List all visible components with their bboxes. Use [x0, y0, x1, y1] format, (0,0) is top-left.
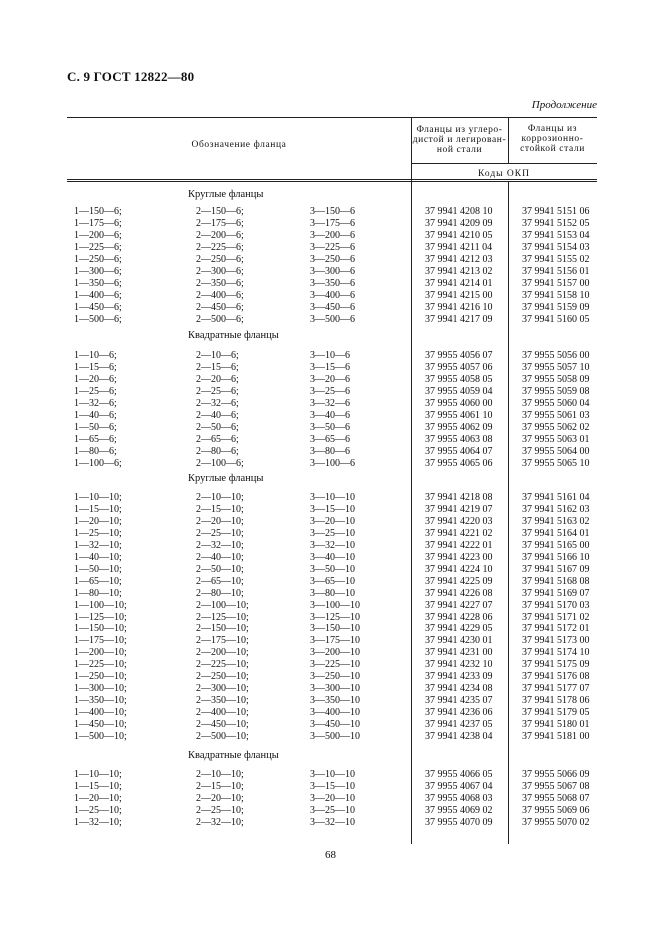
table-row: [67, 254, 597, 266]
okp-code-carbon: 37 9941 4229 05: [425, 623, 493, 635]
okp-code-stainless: 37 9941 5166 10: [522, 551, 590, 563]
designation-type2: 2—20—6;: [196, 373, 239, 385]
table-row: [67, 600, 597, 612]
designation-type2: 2—50—10;: [196, 563, 244, 575]
designation-type3: 3—10—10: [310, 492, 355, 503]
designation-type3: 3—300—10: [310, 683, 360, 695]
designation-type2: 2—32—10;: [196, 816, 244, 828]
okp-code-carbon: 37 9955 4063 08: [425, 433, 493, 445]
designation-type3: 3—200—6: [310, 229, 355, 241]
designation-type3: 3—400—10: [310, 707, 360, 719]
table-row: [67, 659, 597, 671]
col-stainless-line: Фланцы из: [527, 124, 578, 134]
okp-code-carbon: 37 9955 4060 00: [425, 397, 493, 409]
okp-code-carbon: 37 9941 4225 09: [425, 575, 493, 587]
designation-type3: 3—25—10: [310, 527, 355, 539]
designation-type1: 1—100—6;: [74, 457, 122, 469]
okp-code-carbon: 37 9941 4214 01: [425, 277, 493, 289]
designation-type1: 1—20—10;: [74, 792, 122, 804]
okp-code-stainless: 37 9941 5151 06: [522, 206, 590, 217]
table-row: [67, 588, 597, 600]
designation-type1: 1—125—10;: [74, 611, 127, 623]
okp-code-carbon: 37 9941 4228 06: [425, 611, 493, 623]
okp-code-stainless: 37 9955 5056 00: [522, 350, 590, 361]
designation-type2: 2—15—10;: [196, 503, 244, 515]
section-title: Круглые фланцы: [188, 473, 264, 484]
header-bottom-rule: [67, 179, 597, 182]
designation-type2: 2—350—6;: [196, 277, 244, 289]
okp-code-carbon: 37 9941 4227 07: [425, 599, 493, 611]
table-row: [67, 492, 597, 504]
table-row: [67, 552, 597, 564]
okp-code-stainless: 37 9955 5069 06: [522, 804, 590, 816]
designation-type2: 2—80—10;: [196, 587, 244, 599]
table-row: [67, 434, 597, 446]
designation-type3: 3—25—6: [310, 385, 350, 397]
designation-type1: 1—250—6;: [74, 253, 122, 265]
table-row: [67, 386, 597, 398]
okp-code-stainless: 37 9941 5168 08: [522, 575, 590, 587]
designation-type1: 1—450—6;: [74, 301, 122, 313]
designation-type2: 2—125—10;: [196, 611, 249, 623]
okp-code-carbon: 37 9941 4238 04: [425, 731, 493, 742]
designation-type1: 1—500—10;: [74, 731, 127, 742]
designation-type2: 2—400—10;: [196, 707, 249, 719]
designation-type3: 3—50—10: [310, 563, 355, 575]
table-row: [67, 707, 597, 719]
designation-type3: 3—350—6: [310, 277, 355, 289]
okp-code-stainless: 37 9941 5159 09: [522, 301, 590, 313]
okp-code-carbon: 37 9941 4212 03: [425, 253, 493, 265]
okp-code-carbon: 37 9955 4059 04: [425, 385, 493, 397]
okp-code-carbon: 37 9955 4057 06: [425, 361, 493, 373]
table-top-rule: [67, 117, 597, 118]
okp-code-stainless: 37 9941 5163 02: [522, 515, 590, 527]
okp-code-stainless: 37 9941 5152 05: [522, 218, 590, 229]
designation-type3: 3—80—10: [310, 587, 355, 599]
designation-type1: 1—250—10;: [74, 671, 127, 683]
designation-type2: 2—150—6;: [196, 206, 244, 217]
designation-type2: 2—150—10;: [196, 623, 249, 635]
okp-code-carbon: 37 9941 4208 10: [425, 206, 493, 217]
designation-type1: 1—350—6;: [74, 277, 122, 289]
designation-type1: 1—225—10;: [74, 659, 127, 671]
okp-code-stainless: 37 9941 5156 01: [522, 265, 590, 277]
designation-type2: 2—300—10;: [196, 683, 249, 695]
designation-type2: 2—65—10;: [196, 575, 244, 587]
okp-code-carbon: 37 9955 4067 04: [425, 781, 493, 792]
designation-type1: 1—300—10;: [74, 683, 127, 695]
designation-type2: 2—200—10;: [196, 647, 249, 659]
designation-type2: 2—350—10;: [196, 695, 249, 707]
designation-type3: 3—175—6: [310, 218, 355, 229]
designation-type3: 3—400—6: [310, 289, 355, 301]
okp-code-carbon: 37 9941 4217 09: [425, 313, 493, 325]
designation-type2: 2—250—10;: [196, 671, 249, 683]
table-row: [67, 230, 597, 242]
okp-code-carbon: 37 9941 4216 10: [425, 301, 493, 313]
okp-code-carbon: 37 9941 4235 07: [425, 695, 493, 707]
table-row: [67, 504, 597, 516]
okp-code-stainless: 37 9941 5172 01: [522, 623, 590, 635]
table-row: [67, 516, 597, 528]
designation-type1: 1—175—10;: [74, 635, 127, 647]
designation-type1: 1—10—10;: [74, 492, 122, 503]
designation-type2: 2—175—6;: [196, 218, 244, 229]
designation-type2: 2—10—10;: [196, 769, 244, 780]
table-row: [67, 398, 597, 410]
table-row: [67, 719, 597, 731]
designation-type2: 2—40—10;: [196, 551, 244, 563]
designation-type2: 2—25—6;: [196, 385, 239, 397]
designation-type2: 2—15—10;: [196, 781, 244, 792]
table-row: [67, 647, 597, 659]
designation-type2: 2—20—10;: [196, 792, 244, 804]
designation-type2: 2—500—6;: [196, 313, 244, 325]
designation-type1: 1—225—6;: [74, 241, 122, 253]
designation-type2: 2—20—10;: [196, 515, 244, 527]
designation-type3: 3—225—6: [310, 241, 355, 253]
designation-type1: 1—80—6;: [74, 445, 117, 457]
designation-type2: 2—10—6;: [196, 350, 239, 361]
designation-type2: 2—450—6;: [196, 301, 244, 313]
table-row: [67, 564, 597, 576]
designation-type3: 3—100—6: [310, 457, 355, 469]
designation-type2: 2—65—6;: [196, 433, 239, 445]
col-carbon-line: дистой и легирован-: [412, 135, 507, 145]
okp-code-stainless: 37 9941 5161 04: [522, 492, 590, 503]
okp-code-stainless: 37 9941 5169 07: [522, 587, 590, 599]
designation-type1: 1—400—6;: [74, 289, 122, 301]
designation-type1: 1—32—6;: [74, 397, 117, 409]
designation-type1: 1—10—10;: [74, 769, 122, 780]
section-title: Квадратные фланцы: [188, 330, 279, 341]
designation-type1: 1—32—10;: [74, 539, 122, 551]
designation-type2: 2—25—10;: [196, 527, 244, 539]
okp-code-carbon: 37 9955 4068 03: [425, 792, 493, 804]
header-mid-rule: [411, 163, 597, 164]
designation-type1: 1—50—10;: [74, 563, 122, 575]
designation-type3: 3—225—10: [310, 659, 360, 671]
okp-code-stainless: 37 9941 5181 00: [522, 731, 590, 742]
table-row: [67, 793, 597, 805]
designation-type3: 3—20—10: [310, 515, 355, 527]
okp-code-carbon: 37 9955 4064 07: [425, 445, 493, 457]
designation-type3: 3—25—10: [310, 804, 355, 816]
okp-code-stainless: 37 9941 5165 00: [522, 539, 590, 551]
designation-type1: 1—10—6;: [74, 350, 117, 361]
designation-type2: 2—225—10;: [196, 659, 249, 671]
designation-type1: 1—450—10;: [74, 719, 127, 730]
designation-type1: 1—65—6;: [74, 433, 117, 445]
okp-code-stainless: 37 9955 5062 02: [522, 421, 590, 433]
okp-code-stainless: 37 9955 5065 10: [522, 457, 590, 469]
table-row: [67, 350, 597, 362]
designation-type1: 1—150—6;: [74, 206, 122, 217]
designation-type2: 2—450—10;: [196, 719, 249, 730]
okp-code-carbon: 37 9941 4210 05: [425, 229, 493, 241]
designation-type1: 1—25—10;: [74, 804, 122, 816]
okp-code-carbon: 37 9941 4234 08: [425, 683, 493, 695]
designation-type3: 3—20—10: [310, 792, 355, 804]
okp-table: [67, 117, 597, 844]
okp-code-carbon: 37 9941 4221 02: [425, 527, 493, 539]
okp-code-carbon: 37 9955 4070 09: [425, 816, 493, 828]
okp-code-stainless: 37 9941 5180 01: [522, 719, 590, 730]
okp-code-stainless: 37 9941 5174 10: [522, 647, 590, 659]
designation-type3: 3—300—6: [310, 265, 355, 277]
designation-type3: 3—500—10: [310, 731, 360, 742]
designation-type3: 3—15—10: [310, 503, 355, 515]
designation-type1: 1—200—6;: [74, 229, 122, 241]
designation-type1: 1—20—6;: [74, 373, 117, 385]
designation-type2: 2—40—6;: [196, 409, 239, 421]
okp-code-stainless: 37 9955 5063 01: [522, 433, 590, 445]
okp-code-stainless: 37 9941 5178 06: [522, 695, 590, 707]
designation-type2: 2—80—6;: [196, 445, 239, 457]
okp-code-stainless: 37 9941 5157 00: [522, 277, 590, 289]
okp-code-carbon: 37 9941 4222 01: [425, 539, 493, 551]
table-row: [67, 458, 597, 470]
designation-type1: 1—65—10;: [74, 575, 122, 587]
designation-type3: 3—125—10: [310, 611, 360, 623]
okp-code-carbon: 37 9941 4230 01: [425, 635, 493, 647]
designation-type1: 1—500—6;: [74, 313, 122, 325]
designation-type1: 1—350—10;: [74, 695, 127, 707]
table-row: [67, 817, 597, 829]
designation-type1: 1—40—10;: [74, 551, 122, 563]
table-row: [67, 206, 597, 218]
designation-type3: 3—20—6: [310, 373, 350, 385]
designation-type3: 3—200—10: [310, 647, 360, 659]
table-row: [67, 278, 597, 290]
table-row: [67, 446, 597, 458]
okp-code-carbon: 37 9941 4231 00: [425, 647, 493, 659]
table-row: [67, 314, 597, 326]
designation-type3: 3—250—10: [310, 671, 360, 683]
designation-type1: 1—175—6;: [74, 218, 122, 229]
designation-type3: 3—32—10: [310, 539, 355, 551]
okp-code-stainless: 37 9941 5162 03: [522, 503, 590, 515]
designation-type3: 3—450—10: [310, 719, 360, 730]
designation-type3: 3—150—6: [310, 206, 355, 217]
okp-code-carbon: 37 9955 4069 02: [425, 804, 493, 816]
designation-type3: 3—65—10: [310, 575, 355, 587]
designation-type1: 1—200—10;: [74, 647, 127, 659]
designation-type3: 3—10—6: [310, 350, 350, 361]
designation-type3: 3—450—6: [310, 301, 355, 313]
table-row: [67, 362, 597, 374]
okp-code-stainless: 37 9941 5171 02: [522, 611, 590, 623]
section-title: Квадратные фланцы: [188, 750, 279, 761]
okp-code-carbon: 37 9941 4223 00: [425, 551, 493, 563]
table-row: [67, 695, 597, 707]
designation-type1: 1—80—10;: [74, 587, 122, 599]
okp-code-carbon: 37 9955 4066 05: [425, 769, 493, 780]
col-stainless-line: коррозионно-: [521, 134, 584, 144]
okp-code-stainless: 37 9941 5175 09: [522, 659, 590, 671]
okp-code-carbon: 37 9941 4224 10: [425, 563, 493, 575]
okp-code-stainless: 37 9941 5153 04: [522, 229, 590, 241]
continuation-label: Продолжение: [531, 99, 597, 111]
okp-code-carbon: 37 9941 4213 02: [425, 265, 493, 277]
table-row: [67, 805, 597, 817]
okp-code-carbon: 37 9955 4058 05: [425, 373, 493, 385]
designation-type1: 1—15—10;: [74, 503, 122, 515]
designation-type1: 1—20—10;: [74, 515, 122, 527]
okp-code-stainless: 37 9955 5060 04: [522, 397, 590, 409]
okp-code-stainless: 37 9955 5059 08: [522, 385, 590, 397]
okp-code-carbon: 37 9955 4065 06: [425, 457, 493, 469]
okp-code-stainless: 37 9955 5064 00: [522, 445, 590, 457]
col-designation-header: Обозначение фланца: [191, 140, 287, 150]
designation-type1: 1—15—6;: [74, 361, 117, 373]
table-row: [67, 410, 597, 422]
designation-type3: 3—15—6: [310, 361, 350, 373]
designation-type1: 1—25—6;: [74, 385, 117, 397]
okp-code-carbon: 37 9941 4220 03: [425, 515, 493, 527]
table-row: [67, 623, 597, 635]
designation-type3: 3—100—10: [310, 599, 360, 611]
col-carbon-line: ной стали: [436, 145, 483, 155]
okp-code-stainless: 37 9941 5154 03: [522, 241, 590, 253]
okp-code-stainless: 37 9955 5057 10: [522, 361, 590, 373]
okp-code-stainless: 37 9941 5176 08: [522, 671, 590, 683]
okp-code-carbon: 37 9941 4232 10: [425, 659, 493, 671]
designation-type1: 1—15—10;: [74, 781, 122, 792]
table-row: [67, 576, 597, 588]
table-row: [67, 528, 597, 540]
designation-type3: 3—350—10: [310, 695, 360, 707]
table-row: [67, 302, 597, 314]
okp-code-carbon: 37 9941 4215 00: [425, 289, 493, 301]
okp-code-stainless: 37 9955 5066 09: [522, 769, 590, 780]
okp-code-stainless: 37 9941 5164 01: [522, 527, 590, 539]
designation-type2: 2—32—6;: [196, 397, 239, 409]
okp-code-carbon: 37 9941 4219 07: [425, 503, 493, 515]
okp-code-stainless: 37 9955 5061 03: [522, 409, 590, 421]
col-stainless-header: [508, 124, 597, 154]
table-row: [67, 290, 597, 302]
designation-type2: 2—10—10;: [196, 492, 244, 503]
designation-type1: 1—400—10;: [74, 707, 127, 719]
okp-code-carbon: 37 9941 4226 08: [425, 587, 493, 599]
designation-type3: 3—40—6: [310, 409, 350, 421]
designation-type2: 2—50—6;: [196, 421, 239, 433]
page-title: С. 9 ГОСТ 12822—80: [67, 69, 195, 84]
designation-type3: 3—50—6: [310, 421, 350, 433]
table-row: [67, 612, 597, 624]
okp-code-carbon: 37 9941 4236 06: [425, 707, 493, 719]
table-row: [67, 781, 597, 793]
table-row: [67, 731, 597, 743]
okp-code-stainless: 37 9941 5179 05: [522, 707, 590, 719]
okp-code-stainless: 37 9941 5167 09: [522, 563, 590, 575]
designation-type2: 2—250—6;: [196, 253, 244, 265]
table-row: [67, 635, 597, 647]
designation-type3: 3—150—10: [310, 623, 360, 635]
col-stainless-line: стойкой стали: [520, 144, 585, 154]
designation-type2: 2—32—10;: [196, 539, 244, 551]
designation-type2: 2—400—6;: [196, 289, 244, 301]
designation-type3: 3—250—6: [310, 253, 355, 265]
okp-code-stainless: 37 9941 5173 00: [522, 635, 590, 647]
okp-code-stainless: 37 9941 5170 03: [522, 599, 590, 611]
okp-code-stainless: 37 9955 5068 07: [522, 792, 590, 804]
okp-code-carbon: 37 9955 4061 10: [425, 409, 493, 421]
designation-type3: 3—175—10: [310, 635, 360, 647]
table-row: [67, 242, 597, 254]
designation-type1: 1—25—10;: [74, 527, 122, 539]
designation-type3: 3—15—10: [310, 781, 355, 792]
okp-code-stainless: 37 9941 5177 07: [522, 683, 590, 695]
okp-codes-header: Коды ОКП: [478, 169, 530, 179]
designation-type2: 2—100—10;: [196, 599, 249, 611]
page-number: 68: [325, 849, 336, 861]
table-row: [67, 683, 597, 695]
okp-code-stainless: 37 9955 5058 09: [522, 373, 590, 385]
col-carbon-line: Фланцы из углеро-: [416, 125, 503, 135]
designation-type2: 2—175—10;: [196, 635, 249, 647]
designation-type2: 2—225—6;: [196, 241, 244, 253]
okp-code-carbon: 37 9941 4218 08: [425, 492, 493, 503]
table-row: [67, 218, 597, 230]
designation-type3: 3—32—10: [310, 816, 355, 828]
section-title: Круглые фланцы: [188, 189, 264, 200]
designation-type1: 1—40—6;: [74, 409, 117, 421]
okp-code-carbon: 37 9955 4062 09: [425, 421, 493, 433]
designation-type2: 2—500—10;: [196, 731, 249, 742]
okp-code-carbon: 37 9941 4211 04: [425, 241, 493, 253]
okp-code-stainless: 37 9941 5160 05: [522, 313, 590, 325]
designation-type1: 1—50—6;: [74, 421, 117, 433]
designation-type3: 3—10—10: [310, 769, 355, 780]
okp-code-carbon: 37 9941 4233 09: [425, 671, 493, 683]
okp-code-stainless: 37 9955 5067 08: [522, 781, 590, 792]
table-row: [67, 374, 597, 386]
designation-type1: 1—100—10;: [74, 599, 127, 611]
okp-code-carbon: 37 9955 4056 07: [425, 350, 493, 361]
designation-type3: 3—80—6: [310, 445, 350, 457]
designation-type2: 2—300—6;: [196, 265, 244, 277]
designation-type2: 2—15—6;: [196, 361, 239, 373]
table-row: [67, 422, 597, 434]
table-row: [67, 266, 597, 278]
designation-type2: 2—200—6;: [196, 229, 244, 241]
table-row: [67, 540, 597, 552]
okp-code-carbon: 37 9941 4209 09: [425, 218, 493, 229]
designation-type2: 2—100—6;: [196, 457, 244, 469]
designation-type1: 1—150—10;: [74, 623, 127, 635]
designation-type2: 2—25—10;: [196, 804, 244, 816]
designation-type1: 1—300—6;: [74, 265, 122, 277]
okp-code-carbon: 37 9941 4237 05: [425, 719, 493, 730]
okp-code-stainless: 37 9955 5070 02: [522, 816, 590, 828]
designation-type3: 3—65—6: [310, 433, 350, 445]
col-carbon-header: [411, 125, 508, 155]
designation-type1: 1—32—10;: [74, 816, 122, 828]
designation-type3: 3—500—6: [310, 313, 355, 325]
okp-code-stainless: 37 9941 5155 02: [522, 253, 590, 265]
okp-code-stainless: 37 9941 5158 10: [522, 289, 590, 301]
table-row: [67, 769, 597, 781]
designation-type3: 3—32—6: [310, 397, 350, 409]
table-row: [67, 671, 597, 683]
designation-type3: 3—40—10: [310, 551, 355, 563]
